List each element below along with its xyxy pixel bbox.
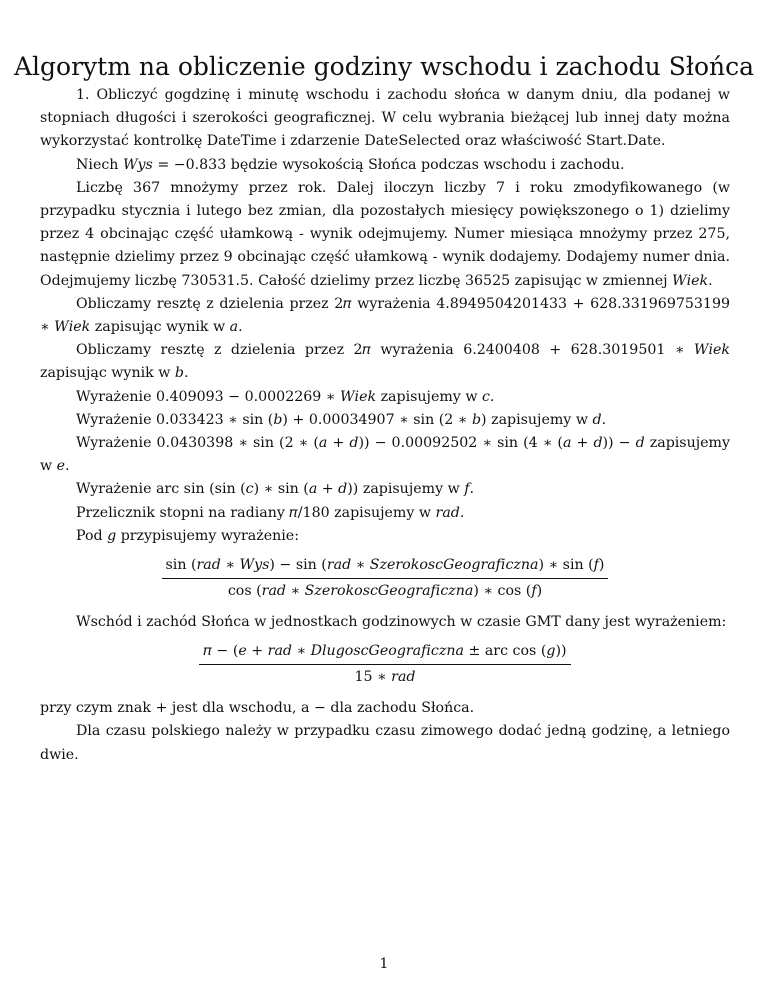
- paragraph-g: Pod 𝑔 przypisujemy wyrażenie:: [76, 527, 299, 544]
- fraction-g: [162, 555, 609, 602]
- paragraph-task: 1. Obliczyć gogdzinę i minutę wschodu i zachodu słońca w danym dniu, dla podanej w stopniach długości i szerokości geograficznej. W celu wybrania bieżącej lub innej daty można wykorzystać kontrolkę DateTime i zdarzenie DateSelected oraz właściwość Start.Date.: [40, 87, 730, 150]
- document-body: [40, 84, 730, 767]
- formula-gmt-numerator: 𝜋 − (𝑒 + 𝑟𝑎𝑑 ∗ 𝐷𝑙𝑢𝑔𝑜𝑠𝑐𝐺𝑒𝑜𝑔𝑟𝑎𝑓𝑖𝑐𝑧𝑛𝑎 ± arc cos (𝑔)): [199, 641, 570, 665]
- paragraph-a: Obliczamy resztę z dzielenia przez 2𝜋 wyrażenia 4.8949504201433 + 628.331969753199 ∗ 𝑊𝑖𝑒𝑘 zapisując wynik w 𝑎.: [40, 295, 730, 336]
- paragraph-rad: Przelicznik stopni na radiany 𝜋/180 zapisujemy w 𝑟𝑎𝑑.: [76, 504, 465, 521]
- page-number: 1: [379, 956, 389, 972]
- formula-g: [40, 555, 730, 602]
- paragraph-c: Wyrażenie 0.409093 − 0.0002269 ∗ 𝑊𝑖𝑒𝑘 zapisujemy w 𝑐.: [76, 388, 495, 405]
- formula-g-numerator: sin (𝑟𝑎𝑑 ∗ 𝑊𝑦𝑠) − sin (𝑟𝑎𝑑 ∗ 𝑆𝑧𝑒𝑟𝑜𝑘𝑜𝑠𝑐𝐺𝑒𝑜𝑔𝑟𝑎𝑓𝑖𝑐𝑧𝑛𝑎) ∗ sin (𝑓): [162, 555, 609, 579]
- paragraph-b: Obliczamy resztę z dzielenia przez 2𝜋 wyrażenia 6.2400408 + 628.3019501 ∗ 𝑊𝑖𝑒𝑘 zapisując wynik w 𝑏.: [40, 342, 730, 382]
- paragraph-e: Wyrażenie 0.0430398 ∗ sin (2 ∗ (𝑎 + 𝑑)) − 0.00092502 ∗ sin (4 ∗ (𝑎 + 𝑑)) − 𝑑 zapisujemy w 𝑒.: [40, 435, 730, 475]
- paragraph-gmt: Wschód i zachód Słońca w jednostkach godzinowych w czasie GMT dany jest wyrażeniem:: [76, 614, 727, 631]
- formula-g-denominator: cos (𝑟𝑎𝑑 ∗ 𝑆𝑧𝑒𝑟𝑜𝑘𝑜𝑠𝑐𝐺𝑒𝑜𝑔𝑟𝑎𝑓𝑖𝑐𝑧𝑛𝑎) ∗ cos (𝑓): [227, 583, 543, 600]
- formula-gmt: [40, 641, 730, 688]
- paragraph-wiek: Liczbę 367 mnożymy przez rok. Dalej iloczyn liczby 7 i roku zmodyfikowanego (w przypadku stycznia i lutego bez zmian, dla pozostałych miesięcy powiększonego o 1) dzielimy przez 4 obcinając część ułamkową - wynik odejmujemy. Numer miesiąca mnożymy przez 275, następnie dzielimy przez 9 obcinając część ułamkową - wynik dodajemy. Dodajemy numer dnia. Odejmujemy liczbę 730531.5. Całość dzielimy przez liczbę 36525 zapisując w zmiennej 𝑊𝑖𝑒𝑘.: [40, 179, 730, 289]
- paragraph-sign: przy czym znak + jest dla wschodu, a − dla zachodu Słońca.: [40, 700, 475, 717]
- fraction-gmt: [199, 641, 570, 688]
- paragraph-d: Wyrażenie 0.033423 ∗ sin (𝑏) + 0.00034907 ∗ sin (2 ∗ 𝑏) zapisujemy w 𝑑.: [76, 411, 607, 428]
- formula-gmt-denominator: 15 ∗ 𝑟𝑎𝑑: [354, 669, 416, 686]
- paragraph-polish-time: Dla czasu polskiego należy w przypadku czasu zimowego dodać jedną godzinę, a letniego dwie.: [40, 723, 730, 763]
- document-title: Algorytm na obliczenie godziny wschodu i zachodu Słońca: [13, 51, 755, 81]
- paragraph-wys: Niech 𝑊𝑦𝑠 = −0.833 będzie wysokością Słońca podczas wschodu i zachodu.: [76, 156, 625, 173]
- paragraph-f: Wyrażenie arc sin (sin (𝑐) ∗ sin (𝑎 + 𝑑)) zapisujemy w 𝑓.: [76, 481, 475, 498]
